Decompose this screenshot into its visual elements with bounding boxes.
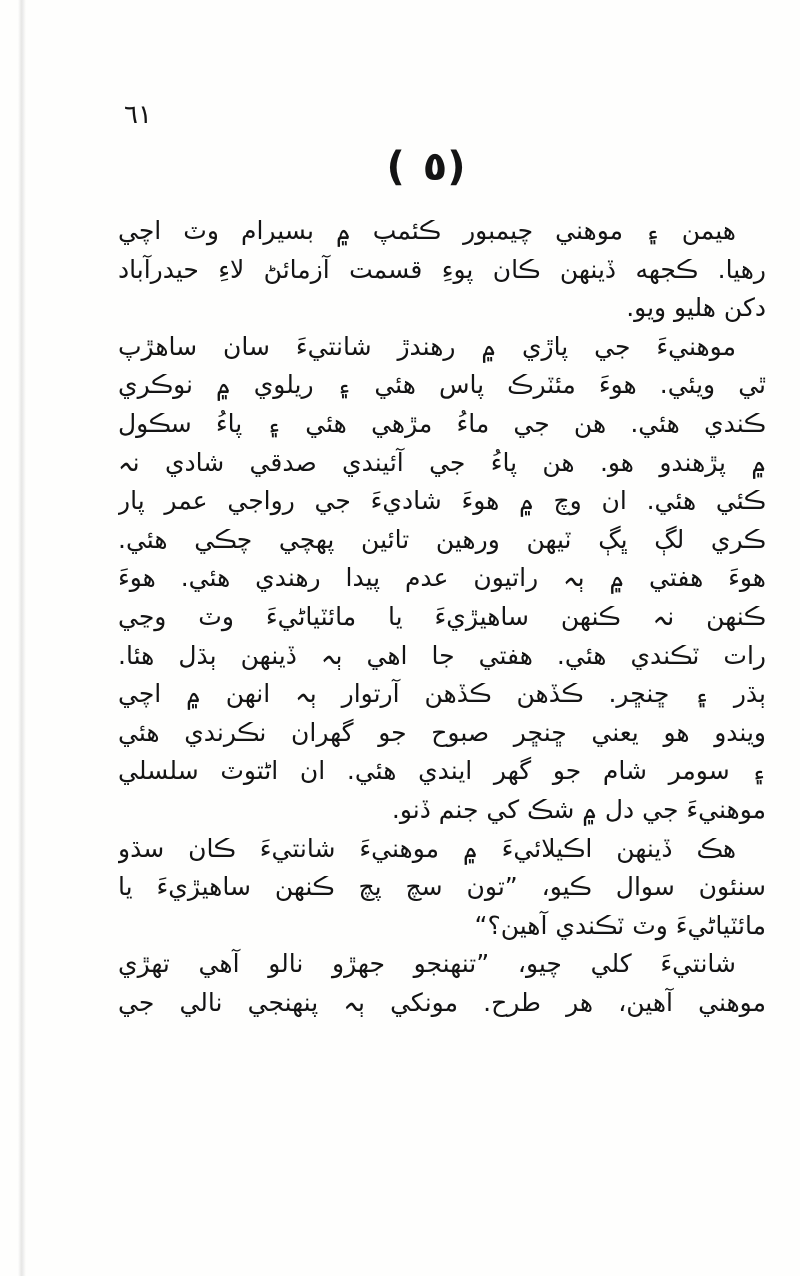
paragraph — [118, 830, 766, 946]
text-line: موهنيءَ جي پاڙي ۾ رهندڙ شانتيءَ سان ساهڙپ — [118, 331, 736, 361]
text-line: شانتيءَ کلي چيو، ”تنهنجو جهڙو نالو آهي تهڙي — [118, 949, 736, 979]
paragraph — [118, 212, 766, 328]
text-line: هوءَ هفتي ۾ ٻہ راتيون عدم پيدا رهندي هئي. هوءَ — [118, 563, 766, 593]
text-line: موهنيءَ جي دل ۾ شڪ کي جنم ڏنو. — [391, 794, 766, 824]
text-line: رات ٽڪندي هئي. هفتي جا اهي ٻہ ڏينهن ٻڌل هئا. — [118, 640, 766, 670]
text-line: ۾ پڙهندو هو. هن پاءُ جي آئيندي صدقي شادي نہ — [118, 447, 766, 477]
chapter-heading-numeral: ٥ — [422, 144, 448, 190]
paragraph — [118, 328, 766, 830]
text-line: ڪندي هئي. هن جي ماءُ مڙهي هئي ۽ پاءُ سڪول — [118, 408, 766, 438]
text-line: ڪري لڳ ڀڳ ٽيهن ورهين تائين پهچي چڪي هئي. — [118, 524, 766, 554]
text-line: ٿي ويئي. هوءَ مئٽرڪ پاس هئي ۽ ريلوي ۾ نوڪري — [118, 370, 766, 400]
text-line: مائٽياڻيءَ وٽ ٽڪندي آهين؟“ — [474, 910, 766, 940]
text-line: ويندو هو يعني ڇنڇر صبوح جو گهران نڪرندي هئي — [118, 717, 766, 747]
text-line: سنئون سوال ڪيو، ”تون سچ پچ ڪنهن ساهيڙيءَ يا — [118, 872, 766, 902]
text-line: هيمن ۽ موهني چيمبور ڪئمپ ۾ بسيرام وٽ اچي — [118, 216, 736, 245]
text-line: موهني آهين، هر طرح. مونکي ٻہ پنهنجي نالي جي — [118, 987, 766, 1017]
text-line: هڪ ڏينهن اڪيلائيءَ ۾ موهنيءَ شانتيءَ ڪان سڌو — [118, 833, 736, 863]
binding-gutter-shadow — [18, 0, 26, 1276]
text-line: رهيا. ڪجهه ڏينهن ڪان پوءِ قسمت آزمائڻ لاءِ حيدرآباد — [118, 254, 766, 284]
text-line: ٻڌر ۽ ڇنڇر. ڪڏهن ڪڏهن آرتوار ٻہ انهن ۾ اچي — [118, 679, 766, 709]
chapter-heading-open-paren: ( — [386, 144, 423, 190]
body-text — [118, 212, 766, 1022]
text-line: ڪئي هئي. ان وچ ۾ هوءَ شاديءَ جي رواجي عمر پار — [118, 486, 766, 516]
paragraph — [118, 945, 766, 1022]
text-line: ۽ سومر شام جو گهر ايندي هئي. ان اڻتوٽ سلسلي — [118, 756, 766, 786]
chapter-heading — [360, 142, 510, 192]
chapter-heading-close-paren: ) — [447, 144, 484, 190]
page-number: ٦١ — [124, 100, 152, 130]
text-line: ڪنهن نہ ڪنهن ساهيڙيءَ يا مائٽياڻيءَ وٽ وڃي — [118, 601, 766, 631]
text-line: دکن هليو ويو. — [626, 293, 766, 323]
